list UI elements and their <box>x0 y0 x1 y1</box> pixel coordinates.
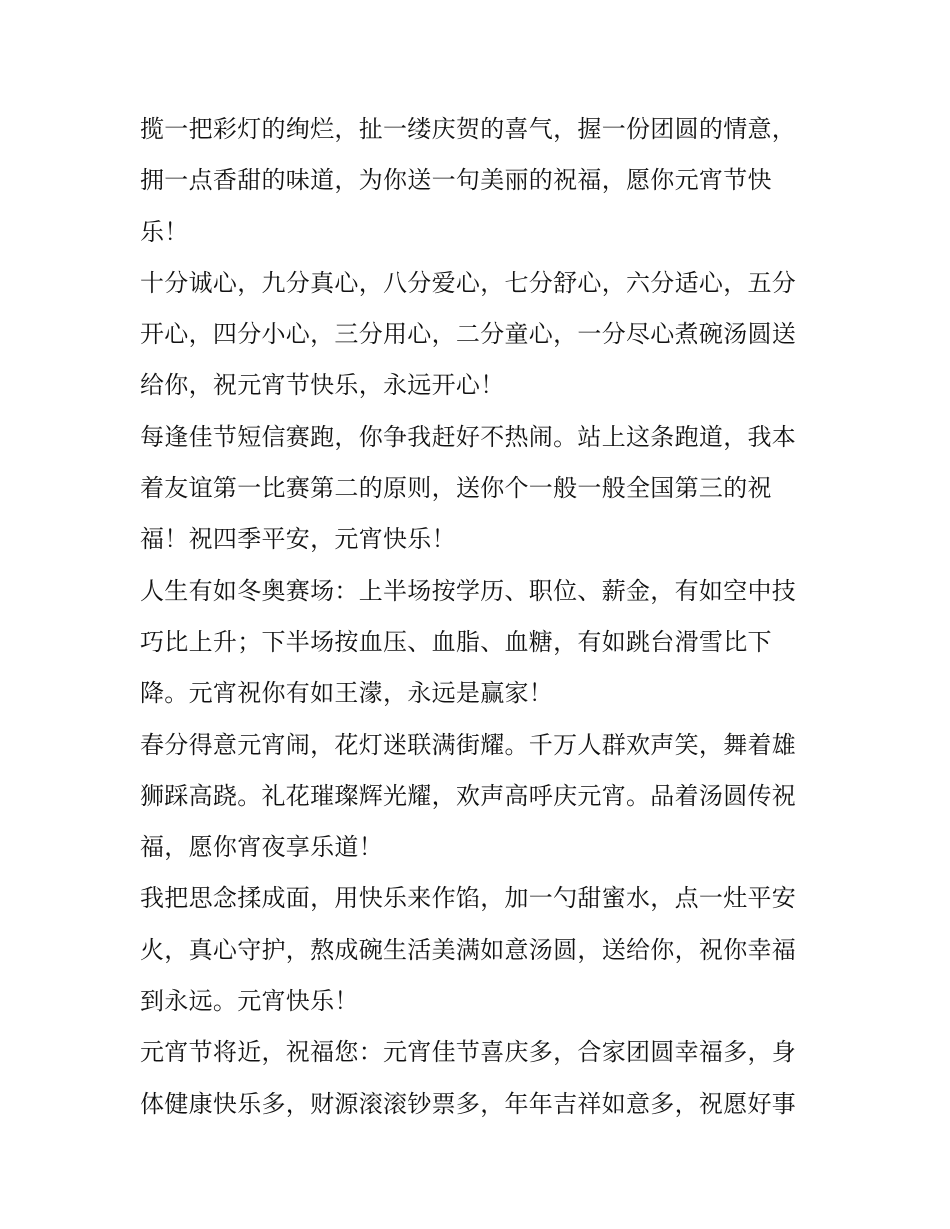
paragraph-3: 每逢佳节短信赛跑，你争我赶好不热闹。站上这条跑道，我本着友谊第一比赛第二的原则，送你个一般一般全国第三的祝福！祝四季平安，元宵快乐！ <box>140 422 797 554</box>
paragraph-5: 春分得意元宵闹，花灯迷联满街耀。千万人群欢声笑，舞着雄狮踩高跷。礼花璀璨辉光耀，欢声高呼庆元宵。品着汤圆传祝福，愿你宵夜享乐道！ <box>140 730 797 862</box>
paragraph-1: 揽一把彩灯的绚烂，扯一缕庆贺的喜气，握一份团圆的情意，拥一点香甜的味道，为你送一句美丽的祝福，愿你元宵节快乐！ <box>140 115 797 246</box>
paragraph-6: 我把思念揉成面，用快乐来作馅，加一勺甜蜜水，点一灶平安火，真心守护，熬成碗生活美满如意汤圆，送给你，祝你幸福到永远。元宵快乐！ <box>140 884 797 1016</box>
document-body <box>140 104 820 1130</box>
paragraph-2: 十分诚心，九分真心，八分爱心，七分舒心，六分适心，五分开心，四分小心，三分用心，二分童心，一分尽心煮碗汤圆送给你，祝元宵节快乐，永远开心！ <box>140 268 797 400</box>
paragraph-4: 人生有如冬奥赛场：上半场按学历、职位、薪金，有如空中技巧比上升；下半场按血压、血脂、血糖，有如跳台滑雪比下降。元宵祝你有如王濛，永远是赢家！ <box>140 576 797 708</box>
paragraph-7: 元宵节将近，祝福您：元宵佳节喜庆多，合家团圆幸福多，身体健康快乐多，财源滚滚钞票多，年年吉祥如意多，祝愿好事 <box>140 1038 797 1118</box>
